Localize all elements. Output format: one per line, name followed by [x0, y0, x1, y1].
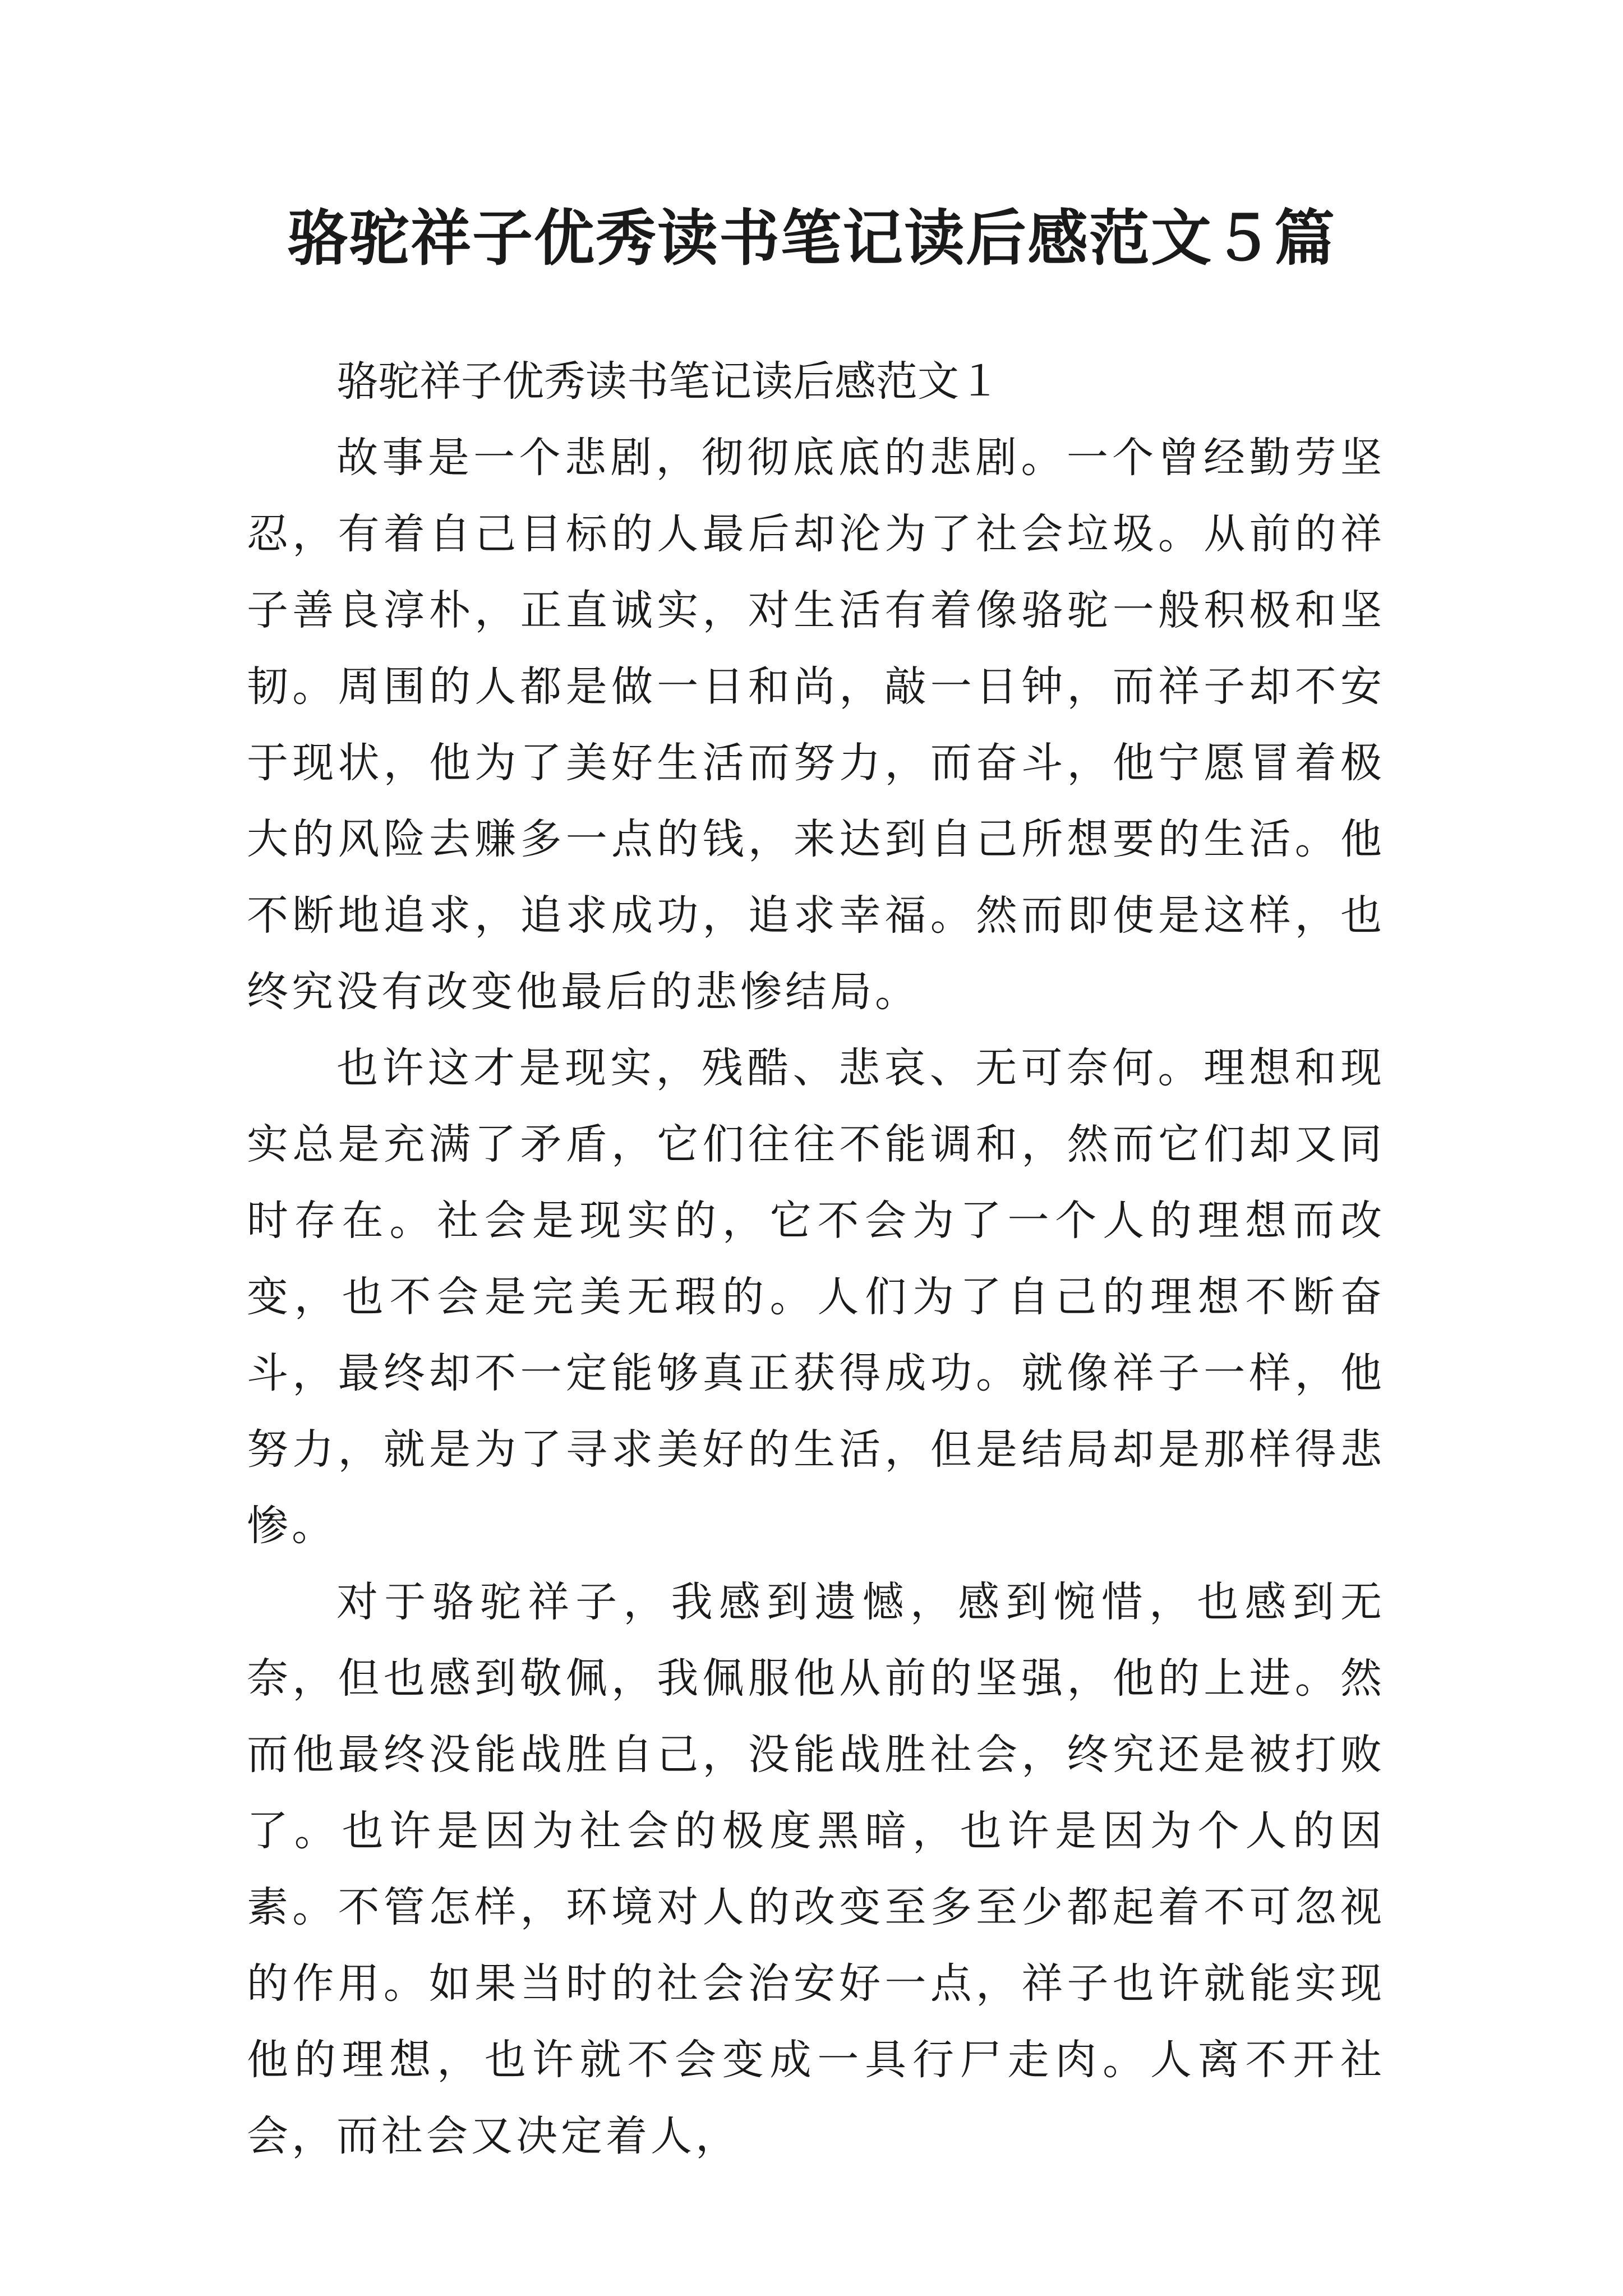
paragraph-1: 故事是一个悲剧，彻彻底底的悲剧。一个曾经勤劳坚忍，有着自己目标的人最后却沦为了社会垃圾。从前的祥子善良淳朴，正直诚实，对生活有着像骆驼一般积极和坚韧。周围的人都是做一日和尚，敲一日钟，而祥子却不安于现状，他为了美好生活而努力，而奋斗，他宁愿冒着极大的风险去赚多一点的钱，来达到自己所想要的生活。他不断地追求，追求成功，追求幸福。然而即使是这样，也终究没有改变他最后的悲惨结局。	[247, 434, 1385, 1016]
paragraph-2: 也许这才是现实，残酷、悲哀、无可奈何。理想和现实总是充满了矛盾，它们往往不能调和，然而它们却又同时存在。社会是现实的，它不会为了一个人的理想而改变，也不会是完美无瑕的。人们为了自己的理想不断奋斗，最终却不一定能够真正获得成功。就像祥子一样，他努力，就是为了寻求美好的生活，但是结局却是那样得悲惨。	[247, 1044, 1385, 1550]
section-heading: 骆驼祥子优秀读书笔记读后感范文１	[336, 357, 1000, 406]
document-body	[247, 343, 1385, 2174]
document-title: 骆驼祥子优秀读书笔记读后感范文５篇	[287, 203, 1336, 274]
paragraph-3: 对于骆驼祥子，我感到遗憾，感到惋惜，也感到无奈，但也感到敬佩，我佩服他从前的坚强，他的上进。然而他最终没能战胜自己，没能战胜社会，终究还是被打败了。也许是因为社会的极度黑暗，也许是因为个人的因素。不管怎样，环境对人的改变至多至少都起着不可忽视的作用。如果当时的社会治安好一点，祥子也许就能实现他的理想，也许就不会变成一具行尸走肉。人离不开社会，而社会又决定着人，	[247, 1578, 1385, 2160]
